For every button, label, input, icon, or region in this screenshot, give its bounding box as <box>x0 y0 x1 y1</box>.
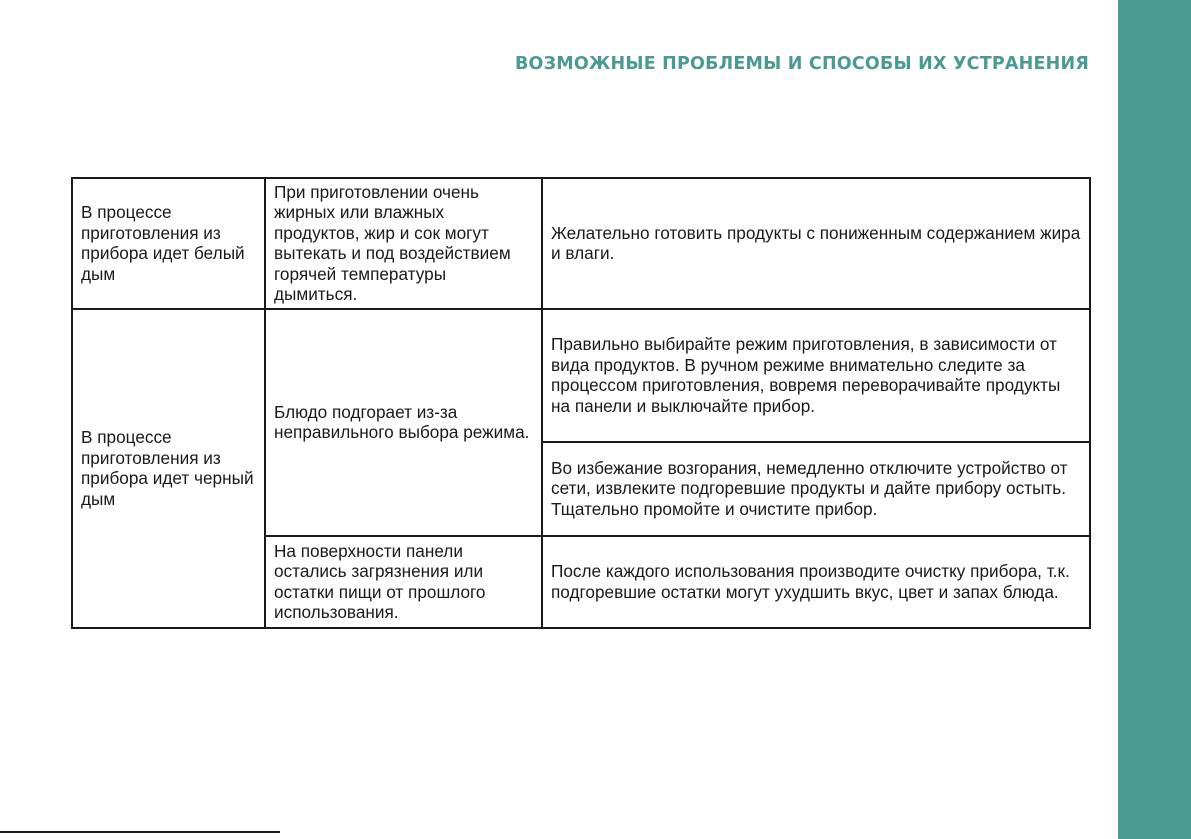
solution-cell: Во избежание возгорания, немедленно отключите устройство от сети, извлеките подгоревшие продукты и дайте прибору остыть. Тщательно промойте и очистите прибор. <box>542 442 1090 536</box>
table-row <box>72 309 1090 442</box>
cause-cell: На поверхности панели остались загрязнения или остатки пищи от прошлого использования. <box>265 536 542 628</box>
section-title: ВОЗМОЖНЫЕ ПРОБЛЕМЫ И СПОСОБЫ ИХ УСТРАНЕНИЯ <box>514 54 1089 74</box>
problem-cell: В процессе приготовления из прибора идет черный дым <box>72 309 265 628</box>
cause-cell: При приготовлении очень жирных или влажных продуктов, жир и сок могут вытекать и под воздействием горячей температуры дымиться. <box>265 178 542 309</box>
solution-cell: Правильно выбирайте режим приготовления, в зависимости от вида продуктов. В ручном режиме внимательно следите за процессом приготовления, вовремя переворачивайте продукты на панели и выключайте прибор. <box>542 309 1090 442</box>
cause-cell: Блюдо подгорает из-за неправильного выбора режима. <box>265 309 542 536</box>
solution-cell: После каждого использования производите очистку прибора, т.к. подгоревшие остатки могут ухудшить вкус, цвет и запах блюда. <box>542 536 1090 628</box>
table-row <box>72 178 1090 309</box>
problem-cell: В процессе приготовления из прибора идет белый дым <box>72 178 265 309</box>
side-accent-band <box>1118 0 1191 839</box>
troubleshooting-table <box>71 177 1091 629</box>
footer-rule <box>0 831 280 833</box>
solution-cell: Желательно готовить продукты с пониженным содержанием жира и влаги. <box>542 178 1090 309</box>
